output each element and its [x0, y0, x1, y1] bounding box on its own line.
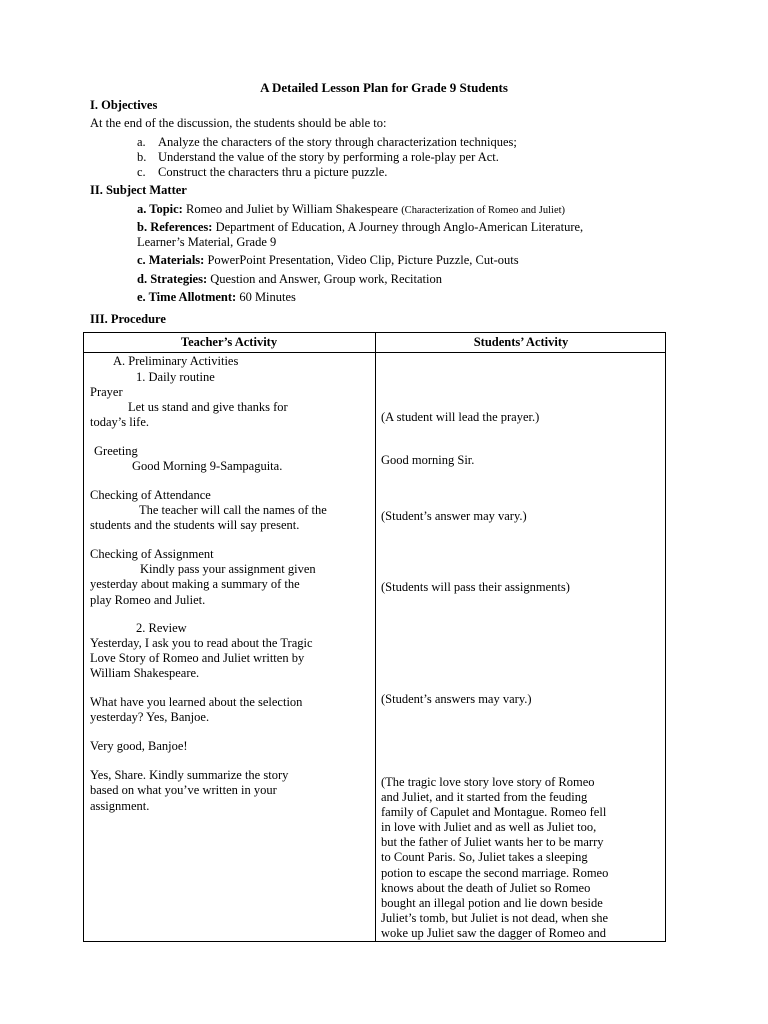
- time-label: e. Time Allotment:: [137, 290, 237, 304]
- teacher-line: Greeting: [94, 444, 138, 458]
- page-title: A Detailed Lesson Plan for Grade 9 Students: [260, 80, 508, 95]
- teacher-line: assignment.: [90, 799, 150, 813]
- objective-item: Understand the value of the story by performing a role-play per Act.: [158, 150, 499, 164]
- teacher-line: Checking of Assignment: [90, 547, 214, 561]
- teacher-line: A. Preliminary Activities: [113, 354, 239, 368]
- teacher-line: Love Story of Romeo and Juliet written by: [90, 651, 305, 665]
- teacher-line: Kindly pass your assignment given: [140, 562, 316, 576]
- subject-matter-heading: II. Subject Matter: [90, 183, 187, 197]
- strategies-row: [137, 272, 442, 287]
- student-line: potion to escape the second marriage. Romeo: [381, 866, 609, 880]
- time-value: 60 Minutes: [239, 290, 296, 304]
- topic-note: (Characterization of Romeo and Juliet): [401, 205, 566, 216]
- student-line: (A student will lead the prayer.): [381, 410, 540, 424]
- objective-item: Analyze the characters of the story through characterization techniques;: [158, 135, 517, 149]
- student-line: in love with Juliet and as well as Juliet too,: [381, 820, 597, 834]
- objectives-intro: At the end of the discussion, the students should be able to:: [90, 116, 387, 130]
- teacher-line: Very good, Banjoe!: [90, 739, 188, 753]
- references-row: [137, 220, 583, 235]
- teacher-line: The teacher will call the names of the: [139, 503, 327, 517]
- procedure-heading: III. Procedure: [90, 312, 166, 326]
- materials-value: PowerPoint Presentation, Video Clip, Picture Puzzle, Cut-outs: [207, 253, 519, 267]
- teacher-activity-header: Teacher’s Activity: [180, 335, 278, 349]
- teacher-line: today’s life.: [90, 415, 150, 429]
- teacher-line: William Shakespeare.: [90, 666, 200, 680]
- header-divider: [83, 352, 666, 353]
- strategies-value: Question and Answer, Group work, Recitation: [210, 272, 443, 286]
- teacher-line: 1. Daily routine: [136, 370, 215, 384]
- materials-label: c. Materials:: [137, 253, 205, 267]
- student-line: (Student’s answers may vary.): [381, 692, 532, 706]
- student-line: family of Capulet and Montague. Romeo fell: [381, 805, 607, 819]
- column-divider: [375, 332, 376, 942]
- teacher-line: Yes, Share. Kindly summarize the story: [90, 768, 289, 782]
- teacher-line: Let us stand and give thanks for: [128, 400, 288, 414]
- objective-marker: b.: [137, 150, 147, 164]
- references-value-cont: Learner’s Material, Grade 9: [137, 235, 277, 249]
- teacher-line: Yesterday, I ask you to read about the Tragic: [90, 636, 313, 650]
- teacher-line: students and the students will say present.: [90, 518, 300, 532]
- objective-marker: c.: [137, 165, 146, 179]
- student-line: and Juliet, and it started from the feuding: [381, 790, 588, 804]
- student-line: knows about the death of Juliet so Romeo: [381, 881, 591, 895]
- objective-item: Construct the characters thru a picture puzzle.: [158, 165, 388, 179]
- student-line: but the father of Juliet wants her to be marry: [381, 835, 604, 849]
- teacher-line: 2. Review: [136, 621, 187, 635]
- students-activity-header: Students’ Activity: [473, 335, 569, 349]
- teacher-line: What have you learned about the selection: [90, 695, 303, 709]
- objectives-heading: I. Objectives: [90, 98, 158, 112]
- student-line: Juliet’s tomb, but Juliet is not dead, when she: [381, 911, 609, 925]
- student-line: (Student’s answer may vary.): [381, 509, 527, 523]
- time-row: [137, 290, 296, 305]
- teacher-line: Prayer: [90, 385, 123, 399]
- student-line: woke up Juliet saw the dagger of Romeo and: [381, 926, 606, 940]
- teacher-line: Checking of Attendance: [90, 488, 211, 502]
- teacher-line: based on what you’ve written in your: [90, 783, 277, 797]
- student-line: (Students will pass their assignments): [381, 580, 570, 594]
- student-line: to Count Paris. So, Juliet takes a sleeping: [381, 850, 588, 864]
- materials-row: [137, 253, 519, 268]
- teacher-line: Good Morning 9-Sampaguita.: [132, 459, 283, 473]
- topic-row: [137, 202, 565, 218]
- references-value: Department of Education, A Journey through Anglo-American Literature,: [215, 220, 584, 234]
- topic-value: Romeo and Juliet by William Shakespeare: [185, 202, 399, 216]
- teacher-line: yesterday about making a summary of the: [90, 577, 300, 591]
- topic-label: a. Topic:: [137, 202, 183, 216]
- objective-marker: a.: [137, 135, 146, 149]
- teacher-line: yesterday? Yes, Banjoe.: [90, 710, 210, 724]
- student-line: Good morning Sir.: [381, 453, 475, 467]
- student-line: (The tragic love story love story of Romeo: [381, 775, 595, 789]
- references-label: b. References:: [137, 220, 213, 234]
- teacher-line: play Romeo and Juliet.: [90, 593, 206, 607]
- student-line: bought an illegal potion and lie down beside: [381, 896, 603, 910]
- strategies-label: d. Strategies:: [137, 272, 208, 286]
